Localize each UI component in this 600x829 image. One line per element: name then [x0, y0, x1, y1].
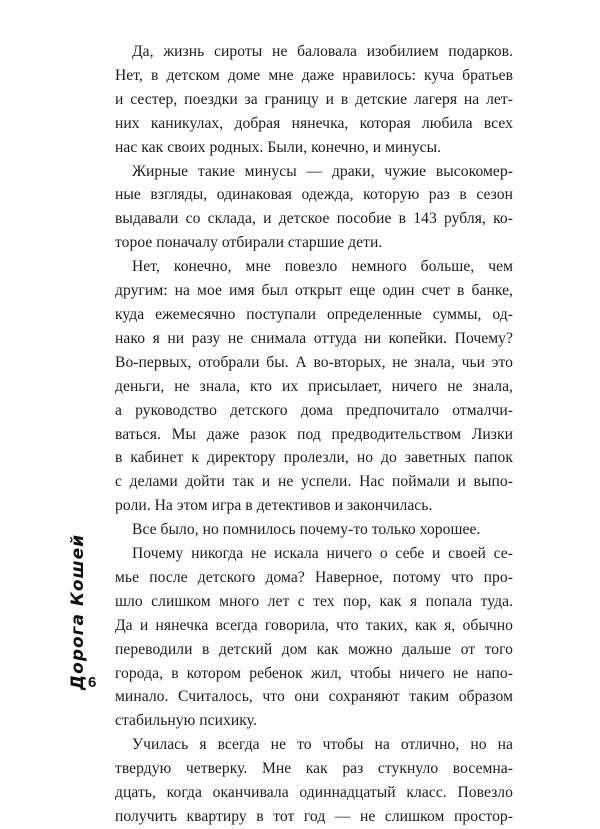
text-line: нас как своих родных. Были, конечно, и минусы.	[115, 138, 442, 156]
text-line: Нет, конечно, мне повезло немного больше, чем	[132, 258, 513, 276]
text-line: шло слишком много лет с тех пор, как я попала туда.	[115, 592, 513, 610]
text-line: роли. На этом игра в детективов и закончилась.	[115, 497, 433, 515]
text-line: выдавали со склада, и детское пособие в 143 рубля, ко-	[115, 210, 513, 228]
text-line: Почему никогда не искала ничего о себе и своей се-	[132, 545, 513, 563]
text-line: другим: на мое имя был открыт еще один счет в банке,	[115, 282, 513, 300]
text-line: дцать, когда оканчивала одиннадцатый класс. Повезло	[115, 784, 513, 802]
text-line: города, в котором ребенок жил, чтобы ничего не напо-	[115, 664, 513, 682]
page-number: 6	[88, 674, 97, 691]
text-line: переводили в детский дом как можно дальше от того	[115, 640, 513, 658]
text-line: куда ежемесячно поступали определенные суммы, од-	[115, 305, 513, 323]
text-line: в кабинет к директору пролезли, но до заветных папок	[115, 449, 513, 467]
text-line: получить квартиру в тот год — не слишком простор-	[115, 808, 513, 825]
text-line: Училась я всегда не то чтобы на отлично, но на	[132, 736, 513, 754]
text-line: ные взгляды, одинаковая одежда, которую раз в сезон	[115, 186, 513, 204]
text-line: Все было, но помнилось почему-то только хорошее.	[132, 521, 481, 539]
text-line: а руководство детского дома предпочитало отмалчи-	[115, 401, 513, 419]
text-line: Да и нянечка всегда говорила, что таких, как я, обычно	[115, 616, 513, 634]
text-line: твердую четверку. Мне как раз стукнуло восемна-	[115, 760, 513, 778]
text-line: и сестер, поездки за границу и в детские лагеря на лет-	[115, 90, 513, 108]
text-line: них каникулах, добрая нянечка, которая любила всех	[115, 114, 513, 132]
text-line: деньги, не знала, кто их присылает, ничего не знала,	[115, 377, 513, 395]
text-line: мье после детского дома? Наверное, потому что про-	[115, 568, 513, 586]
book-title-vertical: Дорога Кошей	[68, 533, 88, 690]
text-line: Нет, в детском доме мне даже нравилось: куча братьев	[115, 66, 513, 84]
text-line: Жирные такие минусы — драки, чужие высокомер-	[132, 162, 513, 180]
text-line: минало. Считалось, что они сохраняют таким образом	[115, 688, 513, 706]
body-text	[115, 40, 513, 829]
text-line: Во-первых, отобрали бы. А во-вторых, не знала, чьи это	[115, 353, 513, 371]
text-line: Да, жизнь сироты не баловала изобилием подарков.	[132, 43, 513, 60]
text-line: нако я ни разу не снимала оттуда ни копейки. Почему?	[115, 329, 513, 347]
text-line: с делами дойти так и не успели. Нас поймали и выпо-	[115, 473, 513, 491]
text-line: стабильную психику.	[115, 712, 257, 730]
text-line: ваться. Мы даже разок под предводительством Лизки	[115, 425, 513, 443]
text-line: торое поначалу отбирали старшие дети.	[115, 234, 383, 252]
